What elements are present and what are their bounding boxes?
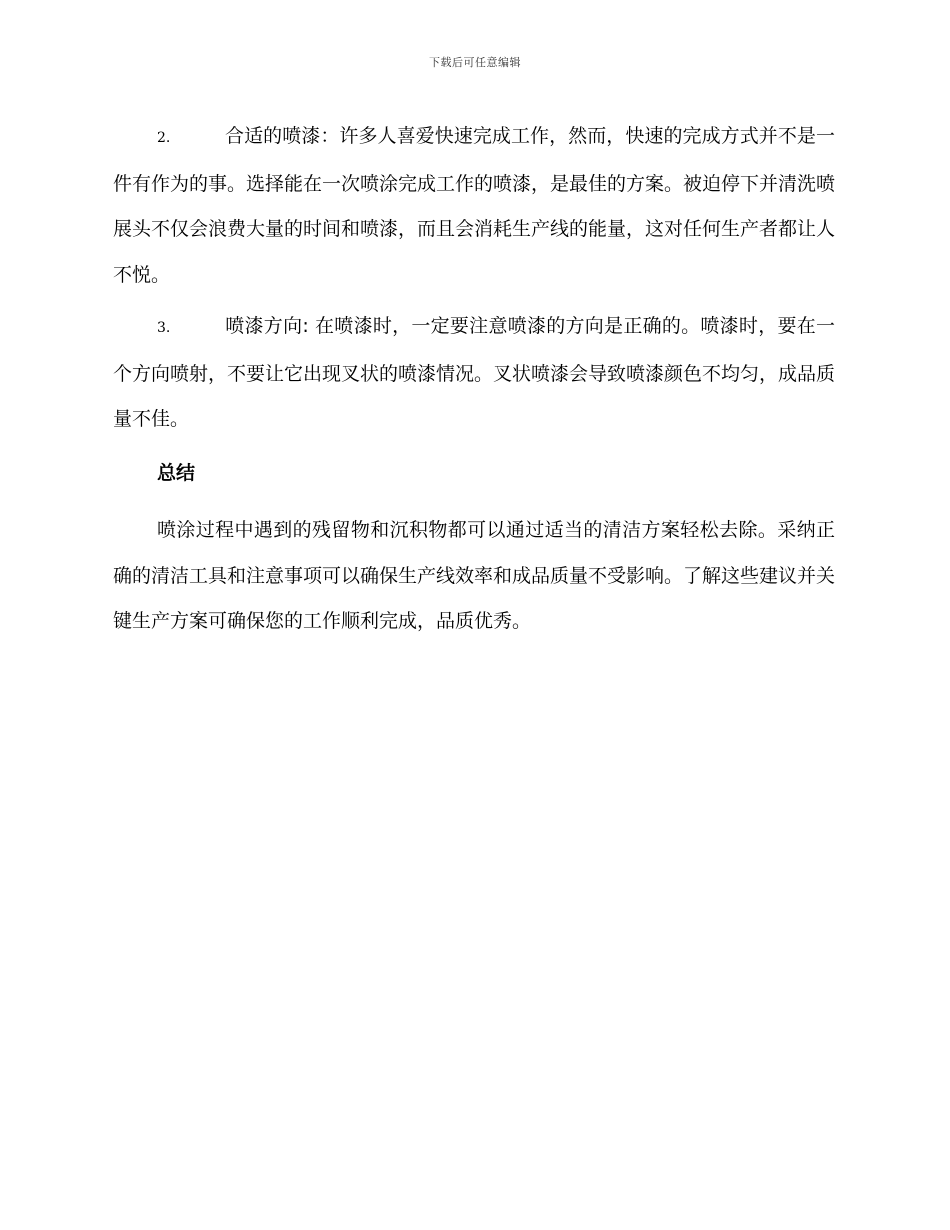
list-item-2: [113, 114, 835, 298]
list-number: 2.: [157, 130, 171, 146]
summary-paragraph: 喷涂过程中遇到的残留物和沉积物都可以通过适当的清洁方案轻松去除。采纳正确的清洁工具和注意事项可以确保生产线效率和成品质量不受影响。了解这些建议并关键生产方案可确保您的工作顺利完成，品质优秀。: [113, 519, 836, 632]
list-item-text: 喷漆方向: 在喷漆时，一定要注意喷漆的方向是正确的。喷漆时，要在一个方向喷射，不要让它出现叉状的喷漆情况。叉状喷漆会导致喷漆颜色不均匀，成品质量不佳。: [113, 315, 836, 430]
document-body: [113, 114, 835, 645]
list-item-3: [113, 304, 835, 443]
list-number: 3.: [157, 320, 171, 336]
page-header: 下载后可任意编辑: [429, 56, 521, 69]
list-item-text: 合适的喷漆：许多人喜爱快速完成工作，然而，快速的完成方式并不是一件有作为的事。选择能在一次喷涂完成工作的喷漆，是最佳的方案。被迫停下并清洗喷展头不仅会浪费大量的时间和喷漆，而且会消耗生产线的能量，这对任何生产者都让人不悦。: [113, 125, 836, 286]
summary-heading: 总结: [157, 461, 196, 484]
